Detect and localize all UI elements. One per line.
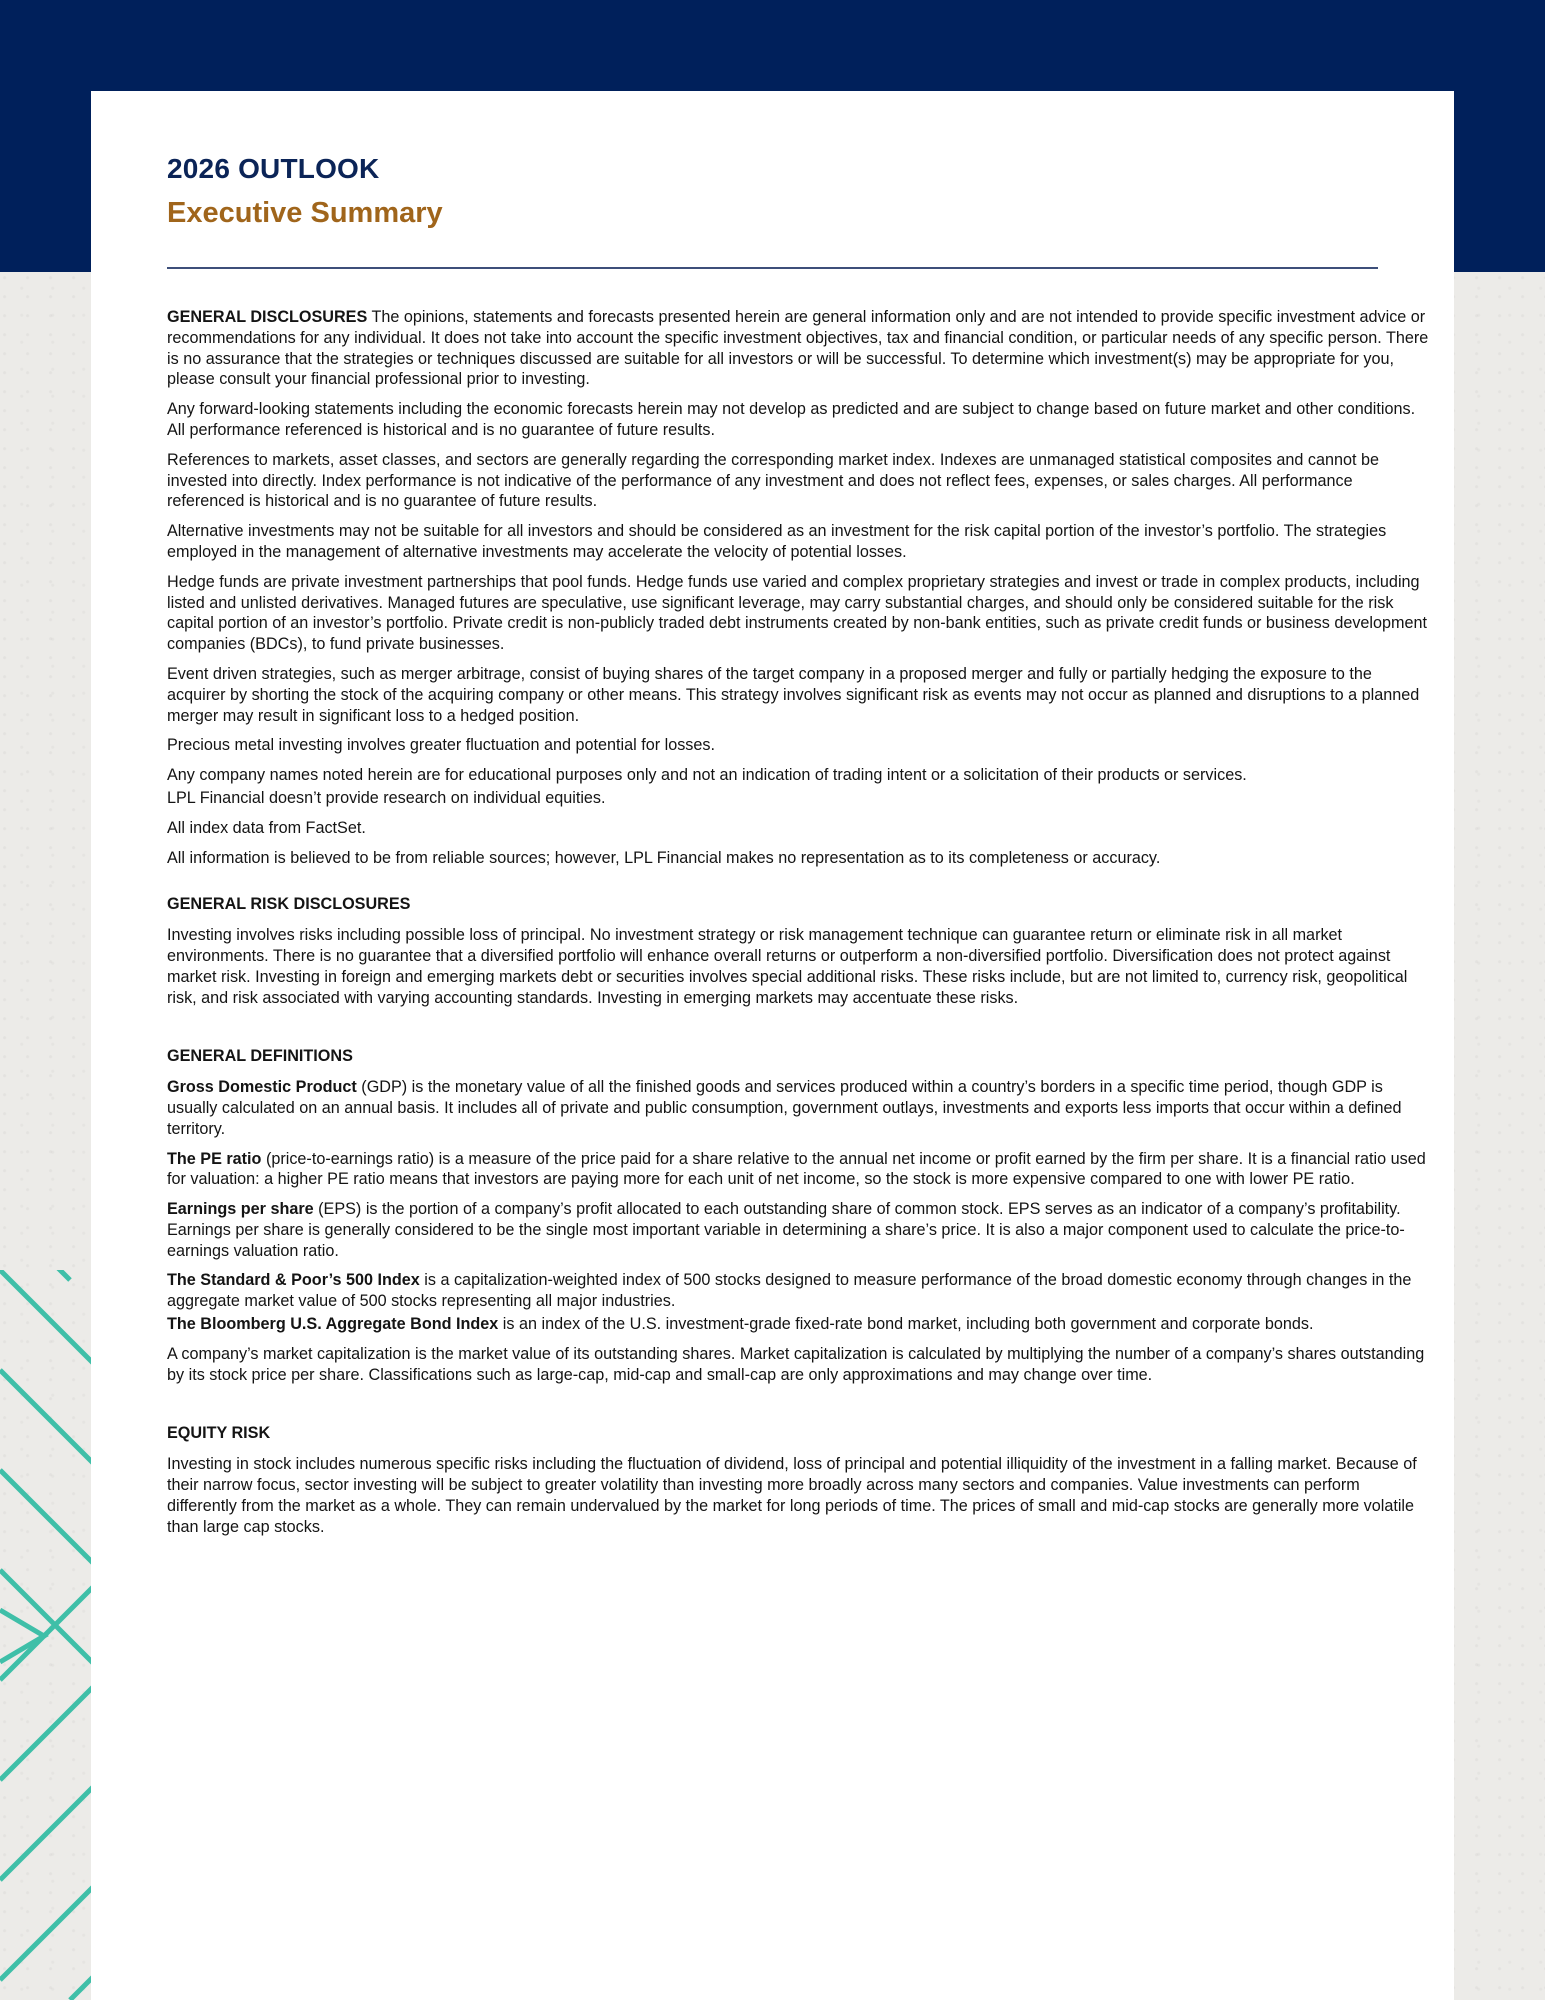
event-driven-paragraph: Event driven strategies, such as merger arbitrage, consist of buying shares of the target company in a proposed merger and fully or partially hedging the exposure to the acquirer by shorting the stock of the acquiring company or other means. This strategy involves significant risk as events may not occur as planned and disruptions to a planned merger may result in significant loss to a hedged position. xyxy=(167,664,1420,725)
disclosures-body xyxy=(167,307,1429,1537)
definition-pe-ratio xyxy=(167,1149,1429,1191)
document-page xyxy=(91,91,1454,2000)
forward-looking-paragraph: Any forward-looking statements including the economic forecasts herein may not develop as predicted and are subject to change based on future market and other conditions. All performance referenced is historical and is no guarantee of future results. xyxy=(167,400,1416,439)
definition-text: (GDP) is the monetary value of all the finished goods and services produced within a country’s borders in a specific time period, though GDP is usually calculated on an annual basis. It includes all of private and public consumption, government outlays, investments and exports less imports that occur within a defined territory. xyxy=(167,1078,1402,1138)
general-definitions-heading: GENERAL DEFINITIONS xyxy=(167,1047,353,1066)
alternative-investments-paragraph: Alternative investments may not be suitable for all investors and should be considered as an investment for the risk capital portion of the investor’s portfolio. The strategies employed in the management of alternative investments may accelerate the velocity of potential losses. xyxy=(167,522,1387,561)
paragraph-text: The opinions, statements and forecasts presented herein are general information only and are not intended to provide specific investment advice or recommendations for any individual. It does not take into account the specific investment objectives, tax and financial condition, or particular needs of any specific person. There is no assurance that the strategies or techniques discussed are suitable for all investors or will be successful. To determine which investment(s) may be appropriate for you, please consult your financial professional prior to investing. xyxy=(167,308,1429,389)
definition-text: is an index of the U.S. investment-grade fixed-rate bond market, including both government and corporate bonds. xyxy=(498,1315,1314,1334)
definition-term: Earnings per share xyxy=(167,1200,314,1219)
definition-market-cap: A company’s market capitalization is the market value of its outstanding shares. Market capitalization is calculated by multiplying the number of a company’s shares outstanding by its stock price per share. Classifications such as large-cap, mid-cap and small-cap are only approximations and may change over time. xyxy=(167,1344,1425,1384)
page-title: Executive Summary xyxy=(167,197,443,229)
equity-risk-paragraph: Investing in stock includes numerous specific risks including the fluctuation of dividend, loss of principal and potential illiquidity of the investment in a falling market. Because of their narrow focus, sector investing will be subject to greater volatility than investing more broadly across many sectors and companies. Value investments can perform differently from the market as a whole. They can remain undervalued by the market for long periods of time. The prices of small and mid-cap stocks are generally more volatile than large cap stocks. xyxy=(167,1455,1417,1536)
index-data-paragraph: All index data from FactSet. xyxy=(167,818,366,837)
precious-metal-paragraph: Precious metal investing involves greater fluctuation and potential for losses. xyxy=(167,736,715,755)
general-risk-paragraph: Investing involves risks including possible loss of principal. No investment strategy or risk management technique can guarantee return or eliminate risk in all market environments. There is no guarantee that a diversified portfolio will enhance overall returns or outperform a non-diversified portfolio. Diversification does not protect against market risk. Investing in foreign and emerging markets debt or securities involves special additional risks. These risks include, but are not limited to, currency risk, geopolitical risk, and risk associated with varying accounting standards. Investing in emerging markets may accentuate these risks. xyxy=(167,926,1408,1007)
definition-term: The Standard & Poor’s 500 Index xyxy=(167,1271,420,1290)
general-disclosures-heading: GENERAL DISCLOSURES xyxy=(167,308,368,326)
definition-gdp xyxy=(167,1077,1429,1139)
definition-sp500 xyxy=(167,1270,1429,1312)
report-kicker: 2026 OUTLOOK xyxy=(167,153,380,184)
definition-text: is a capitalization-weighted index of 500 stocks designed to measure performance of the broad domestic economy through changes in the aggregate market value of 500 stocks representing all major industries. xyxy=(167,1271,1412,1311)
index-paragraph: References to markets, asset classes, and sectors are generally regarding the corresponding market index. Indexes are unmanaged statistical composites and cannot be invested into directly. Index performance is not indicative of the performance of any investment and does not reflect fees, expenses, or sales charges. All performance referenced is historical and is no guarantee of future results. xyxy=(167,450,1380,511)
title-divider xyxy=(167,267,1378,269)
definition-text: (price-to-earnings ratio) is a measure of the price paid for a share relative to the annual net income or profit earned by the firm per share. It is a financial ratio used for valuation: a higher PE ratio means that investors are paying more for each unit of net income, so the stock is more expensive compared to one with lower PE ratio. xyxy=(167,1149,1426,1189)
definition-term: Gross Domestic Product xyxy=(167,1078,357,1097)
definition-text: (EPS) is the portion of a company’s profit allocated to each outstanding share of common stock. EPS serves as an indicator of a company’s profitability. Earnings per share is generally considered to be the single most important variable in determining a share’s price. It is also a major component used to calculate the price-to-earnings valuation ratio. xyxy=(167,1200,1405,1260)
equity-risk-heading: EQUITY RISK xyxy=(167,1424,271,1443)
reliable-sources-paragraph: All information is believed to be from reliable sources; however, LPL Financial makes no representation as to its completeness or accuracy. xyxy=(167,848,1161,867)
research-paragraph: LPL Financial doesn’t provide research on individual equities. xyxy=(167,788,606,807)
general-disclosures-intro xyxy=(167,307,1429,390)
hedge-funds-paragraph: Hedge funds are private investment partnerships that pool funds. Hedge funds use varied and complex proprietary strategies and invest or trade in complex products, including listed and unlisted derivatives. Managed futures are speculative, use significant leverage, may carry substantial charges, and should only be considered suitable for the risk capital portion of an investor’s portfolio. Private credit is non-publicly traded debt instruments created by non-bank entities, such as private credit funds or business development companies (BDCs), to fund private businesses. xyxy=(167,572,1428,654)
definition-term: The PE ratio xyxy=(167,1149,262,1168)
decorative-chevron-lines xyxy=(0,1270,100,2000)
company-names-paragraph: Any company names noted herein are for educational purposes only and not an indication of trading intent or a solicitation of their products or services. xyxy=(167,766,1247,785)
definition-aggregate-bond xyxy=(167,1314,1429,1335)
definition-term: The Bloomberg U.S. Aggregate Bond Index xyxy=(167,1315,499,1334)
general-risk-heading: GENERAL RISK DISCLOSURES xyxy=(167,895,411,914)
definition-eps xyxy=(167,1199,1429,1261)
page-content xyxy=(167,149,1427,1546)
